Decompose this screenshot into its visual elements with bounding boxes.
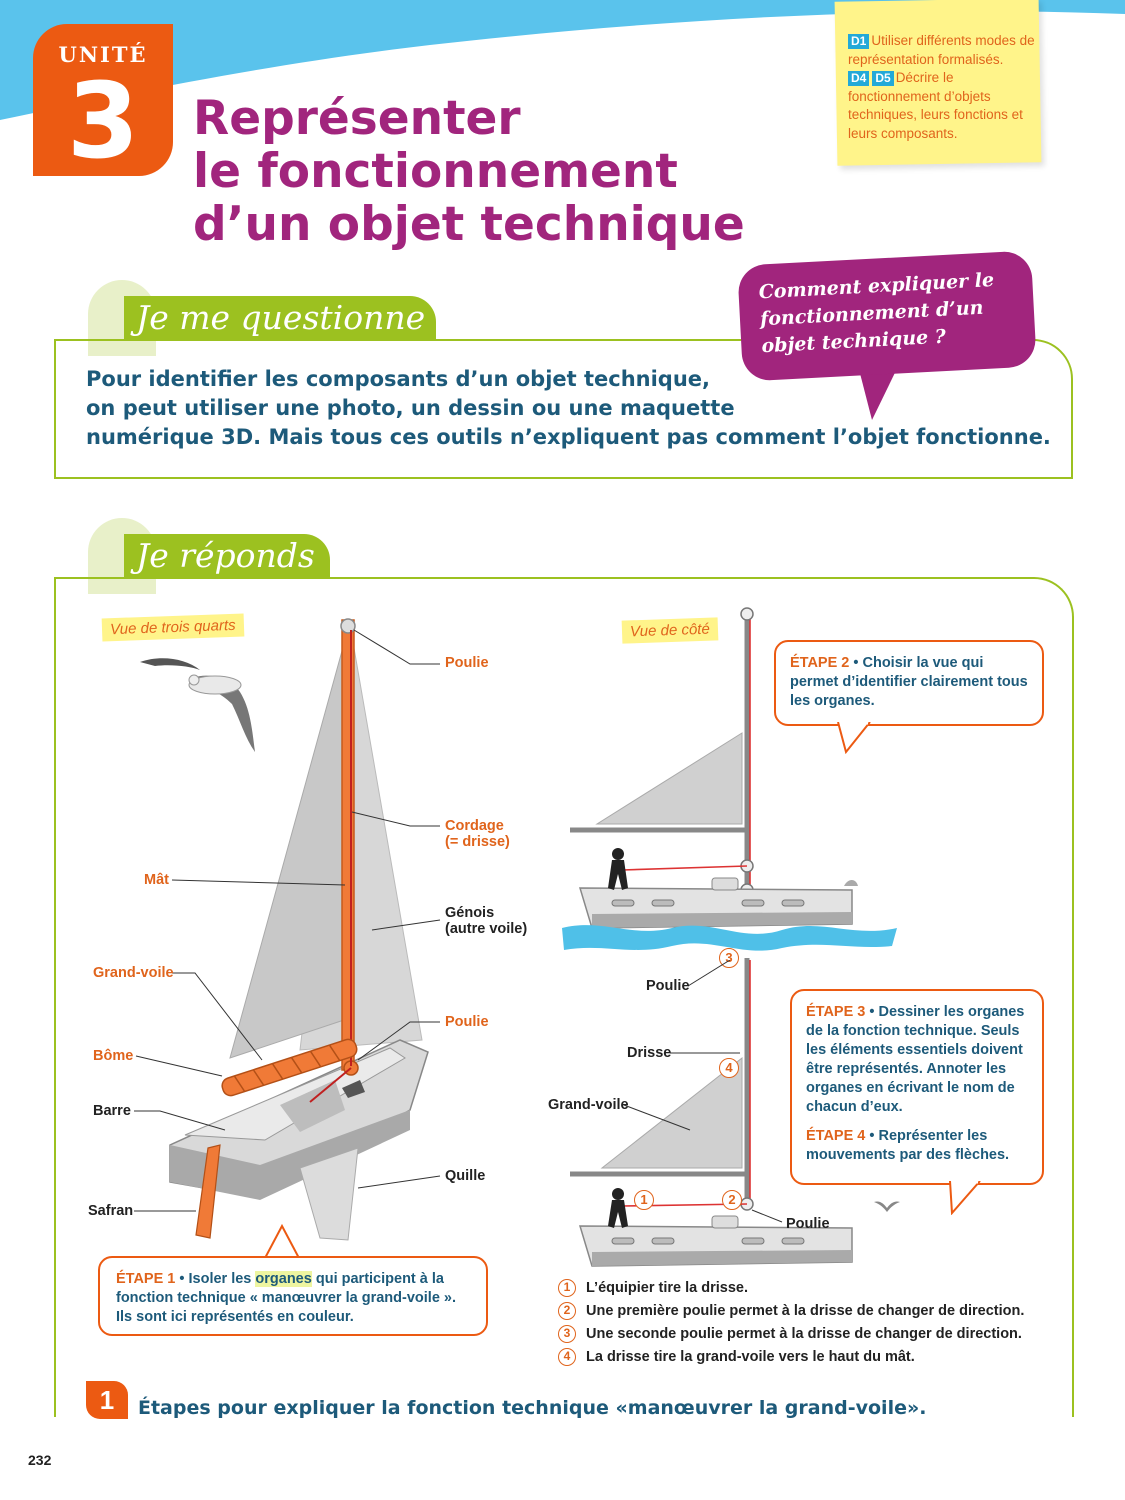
title-line-3: d’un objet technique xyxy=(193,197,745,252)
label-side-poulie-top: Poulie xyxy=(646,978,690,994)
label-safran: Safran xyxy=(88,1203,134,1219)
etape-4-tag: ÉTAPE 4 xyxy=(806,1128,866,1144)
title-line-1: Représenter xyxy=(193,91,521,146)
etape-1-text-a: • Isoler les xyxy=(175,1271,256,1287)
unit-label: UNITÉ xyxy=(58,42,148,67)
etape-3-4-callout xyxy=(790,989,1044,1185)
question-line-3: numérique 3D. Mais tous ces outils n’expliquent pas comment l’objet fonctionne. xyxy=(86,425,1051,449)
marker-3: 3 xyxy=(719,948,739,968)
step-number-4: 4 xyxy=(558,1348,576,1366)
etape-1-highlight: organes xyxy=(255,1271,312,1287)
step-number-2: 2 xyxy=(558,1302,576,1320)
callout-tail xyxy=(836,722,876,754)
title-line-2: le fonctionnement xyxy=(193,144,678,199)
marker-2: 2 xyxy=(722,1190,742,1210)
section-heading-reponds: Je réponds xyxy=(124,534,330,578)
skill-tag-d4: D4 xyxy=(848,71,869,86)
figure-number-badge: 1 xyxy=(86,1381,128,1419)
etape-2-tag: ÉTAPE 2 xyxy=(790,655,850,671)
label-genois: Génois xyxy=(445,905,495,921)
label-side-grand-voile: Grand-voile xyxy=(548,1097,629,1113)
etape-1-callout xyxy=(98,1256,488,1336)
step-number-3: 3 xyxy=(558,1325,576,1343)
view-label-three-quarter: Vue de trois quarts xyxy=(102,614,244,642)
label-cordage-sub: (= drisse) xyxy=(445,834,510,850)
label-mat: Mât xyxy=(144,872,169,888)
step-text-4: La drisse tire la grand-voile vers le haut du mât. xyxy=(586,1349,915,1365)
etape-3-text: • Dessiner les organes de la fonction technique. Seuls les éléments essentiels doivent être représentés. Annoter les organes en écrivant le nom de chacun d’eux. xyxy=(806,1004,1025,1115)
step-text-2: Une première poulie permet à la drisse de changer de direction. xyxy=(586,1303,1025,1319)
step-number-1: 1 xyxy=(558,1279,576,1297)
label-side-drisse: Drisse xyxy=(627,1045,672,1061)
question-line-2: on peut utiliser une photo, un dessin ou une maquette xyxy=(86,396,735,420)
callout-tail xyxy=(262,1224,302,1260)
label-barre: Barre xyxy=(93,1103,131,1119)
label-grand-voile: Grand-voile xyxy=(93,965,174,981)
etape-1-text-b: qui participent à la fonction technique « manœuvrer la grand-voile ». Ils sont ici représentés en couleur. xyxy=(116,1271,456,1325)
label-quille: Quille xyxy=(445,1168,486,1184)
marker-4: 4 xyxy=(719,1058,739,1078)
skill-tag-d5: D5 xyxy=(872,71,893,86)
etape-1-tag: ÉTAPE 1 xyxy=(116,1271,176,1287)
question-bubble-text: Comment expliquer le fonctionnement d’un objet technique ? xyxy=(758,269,995,358)
skill-line-2: Décrire le fonctionnement d’objets techniques, leurs fonctions et leurs composants. xyxy=(848,70,1023,141)
etape-3-tag: ÉTAPE 3 xyxy=(806,1004,866,1020)
step-text-3: Une seconde poulie permet à la drisse de changer de direction. xyxy=(586,1326,1022,1342)
marker-1: 1 xyxy=(634,1190,654,1210)
label-poulie-mid: Poulie xyxy=(445,1014,489,1030)
question-line-1: Pour identifier les composants d’un objet technique, xyxy=(86,367,711,391)
label-cordage: Cordage xyxy=(445,818,504,834)
etape-4-block xyxy=(806,1127,1028,1165)
view-label-side: Vue de côté xyxy=(622,617,719,643)
skills-text xyxy=(848,32,1048,143)
etape-4-text: • Représenter les mouvements par des flèches. xyxy=(806,1128,1010,1163)
step-list-item-3 xyxy=(558,1325,1038,1343)
etape-2-callout xyxy=(774,640,1044,726)
unit-number: 3 xyxy=(66,60,140,182)
etape-3-block xyxy=(806,1003,1028,1117)
label-poulie-top: Poulie xyxy=(445,655,489,671)
seagull-icon xyxy=(872,1196,902,1216)
step-text-1: L’équipier tire la drisse. xyxy=(586,1280,748,1296)
skill-line-1: Utiliser différents modes de représentation formalisés. xyxy=(848,33,1035,67)
figure-caption: Étapes pour expliquer la fonction technique «manœuvrer la grand-voile». xyxy=(138,1397,927,1419)
step-list-item-2 xyxy=(558,1302,1038,1320)
section-heading-questionne: Je me questionne xyxy=(124,296,436,340)
step-list-item-1 xyxy=(558,1279,1038,1297)
label-bome: Bôme xyxy=(93,1048,134,1064)
callout-tail xyxy=(946,1181,986,1215)
page-number: 232 xyxy=(28,1452,52,1468)
label-side-poulie-bottom: Poulie xyxy=(786,1216,830,1232)
crew-member-icon xyxy=(608,848,628,890)
seagull-icon xyxy=(844,880,858,886)
skill-tag-d1: D1 xyxy=(848,34,869,49)
label-genois-sub: (autre voile) xyxy=(445,921,528,937)
leader-lines-left xyxy=(0,0,560,1260)
etape-2-text: • Choisir la vue qui permet d’identifier clairement tous les organes. xyxy=(790,655,1028,709)
step-list-item-4 xyxy=(558,1348,1038,1366)
